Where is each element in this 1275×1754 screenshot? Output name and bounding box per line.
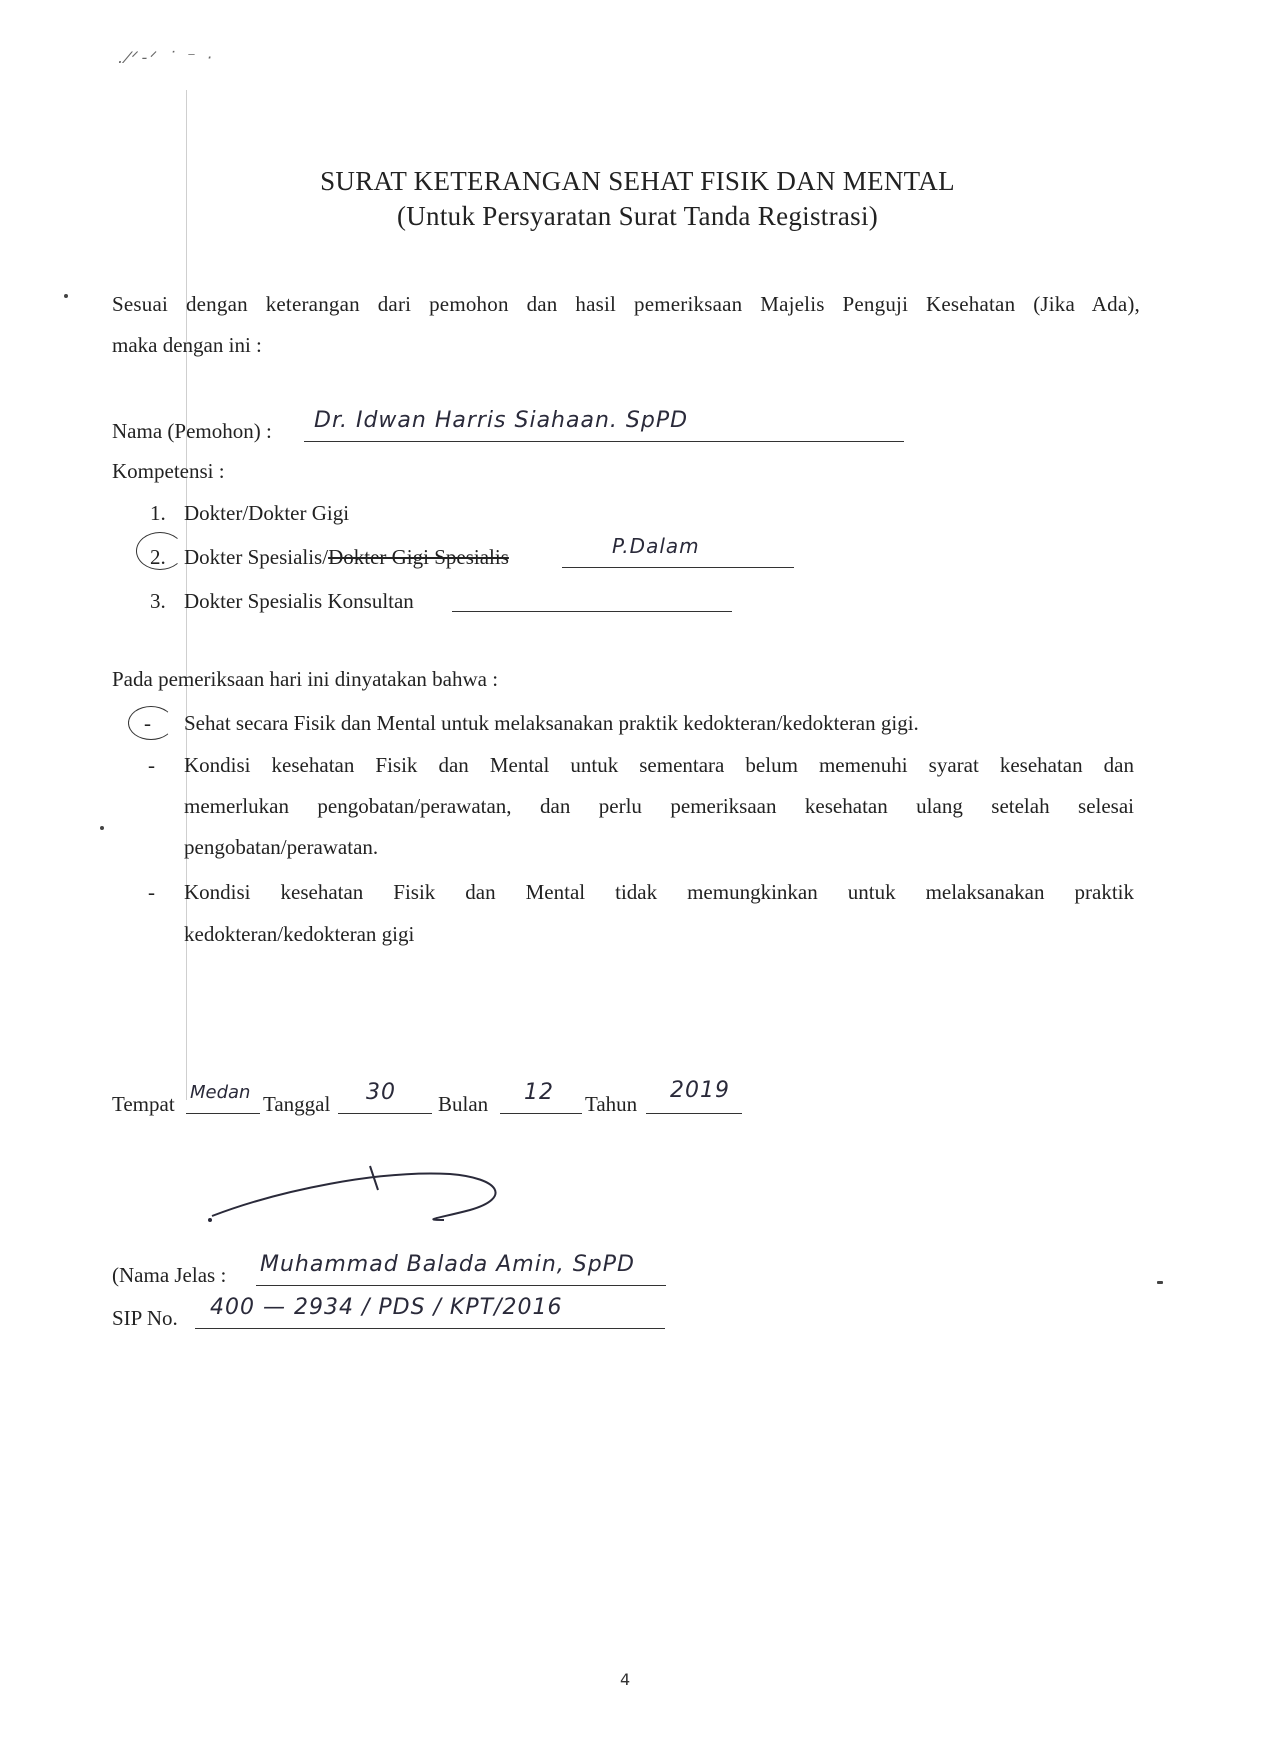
sip-label: SIP No. bbox=[112, 1306, 178, 1330]
competence-item-2-value: P.Dalam bbox=[612, 534, 700, 558]
scan-speck bbox=[64, 294, 68, 298]
sip-value: 400 — 2934 / PDS / KPT/2016 bbox=[210, 1295, 563, 1320]
exam-option-3-line-2: kedokteran/kedokteran gigi bbox=[184, 922, 415, 946]
month-underline bbox=[500, 1113, 582, 1114]
competence-item-3-text: Dokter Spesialis Konsultan bbox=[184, 589, 414, 613]
month-label: Bulan bbox=[438, 1092, 489, 1116]
doctor-name-label: (Nama Jelas : bbox=[112, 1263, 227, 1287]
place-underline bbox=[186, 1113, 260, 1114]
doctor-name-underline bbox=[256, 1285, 666, 1286]
exam-option-1-text: Sehat secara Fisik dan Mental untuk melaksanakan praktik kedokteran/kedokteran gigi. bbox=[184, 711, 919, 735]
sip-underline bbox=[195, 1328, 665, 1329]
exam-option-2-line-1: Kondisi kesehatan Fisik dan Mental untuk sementara belum memenuhi syarat kesehatan dan bbox=[184, 753, 1134, 777]
competence-item-2-num: 2. bbox=[150, 545, 166, 569]
scan-speck bbox=[100, 826, 104, 830]
competence-item-1-text: Dokter/Dokter Gigi bbox=[184, 501, 350, 525]
competence-item-2-underline bbox=[562, 567, 794, 568]
exam-option-3-line-1: Kondisi kesehatan Fisik dan Mental tidak memungkinkan untuk melaksanakan praktik bbox=[184, 880, 1134, 904]
page-number: 4 bbox=[620, 1670, 631, 1689]
competence-label: Kompetensi : bbox=[112, 459, 225, 483]
competence-item-1-num: 1. bbox=[150, 501, 166, 525]
competence-item-3-underline bbox=[452, 611, 732, 612]
competence-item-2-struck: Dokter Gigi Spesialis bbox=[328, 545, 509, 569]
year-underline bbox=[646, 1113, 742, 1114]
month-value: 12 bbox=[524, 1080, 554, 1105]
applicant-name-value: Dr. Idwan Harris Siahaan. SpPD bbox=[314, 408, 689, 433]
signature-graphic bbox=[200, 1150, 520, 1230]
exam-option-3-marker: - bbox=[148, 880, 155, 904]
place-value: Medan bbox=[190, 1082, 251, 1103]
competence-item-2-text: Dokter Spesialis/ bbox=[184, 545, 329, 569]
exam-option-1-marker: - bbox=[144, 711, 151, 735]
exam-option-2-line-2: memerlukan pengobatan/perawatan, dan perlu pemeriksaan kesehatan ulang setelah selesai bbox=[184, 794, 1134, 818]
document-subtitle: (Untuk Persyaratan Surat Tanda Registrasi) bbox=[396, 201, 879, 231]
exam-label: Pada pemeriksaan hari ini dinyatakan bahwa : bbox=[112, 667, 499, 691]
competence-item-3-num: 3. bbox=[150, 589, 166, 613]
intro-line-2: maka dengan ini : bbox=[112, 333, 262, 357]
exam-option-2-marker: - bbox=[148, 753, 155, 777]
place-label: Tempat bbox=[112, 1092, 175, 1116]
selected-circle-mark bbox=[128, 706, 174, 740]
scan-smudge: .⁄ᐟ‑ᐟ ˙ ⁻ · bbox=[118, 48, 215, 67]
doctor-name-value: Muhammad Balada Amin, SpPD bbox=[260, 1252, 635, 1277]
scan-speck bbox=[1157, 1281, 1163, 1284]
applicant-name-label: Nama (Pemohon) : bbox=[112, 419, 272, 443]
intro-line-1: Sesuai dengan keterangan dari pemohon dan hasil pemeriksaan Majelis Penguji Kesehatan (Jika Ada), bbox=[112, 292, 1140, 316]
day-label: Tanggal bbox=[263, 1092, 331, 1116]
day-value: 30 bbox=[366, 1080, 396, 1105]
day-underline bbox=[338, 1113, 432, 1114]
document-title: SURAT KETERANGAN SEHAT FISIK DAN MENTAL bbox=[320, 166, 955, 196]
year-label: Tahun bbox=[585, 1092, 638, 1116]
applicant-name-underline bbox=[304, 441, 904, 442]
exam-option-2-line-3: pengobatan/perawatan. bbox=[184, 835, 379, 859]
competence-item-2-line bbox=[184, 545, 509, 570]
year-value: 2019 bbox=[670, 1078, 730, 1103]
